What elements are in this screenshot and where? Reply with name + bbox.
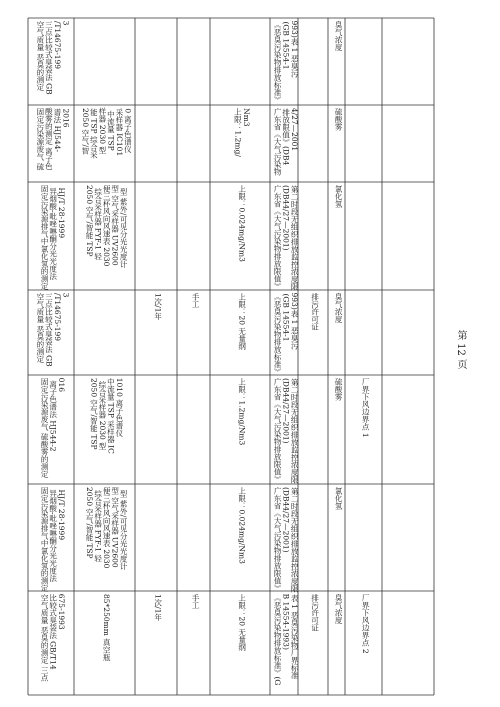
table-cell-text bbox=[36, 20, 71, 96]
table-cell bbox=[40, 593, 66, 683]
table-cell-text bbox=[191, 292, 200, 309]
table-cell-text bbox=[191, 593, 200, 610]
cell-line: 手工 bbox=[191, 293, 201, 308]
table-cell-text bbox=[40, 185, 66, 291]
cell-line: 臭气浓度 bbox=[334, 21, 344, 51]
cell-line: 综合采样器 FYF-1 轻 bbox=[93, 185, 103, 260]
cell-line: 型 紫外/可见分光光度计 bbox=[119, 487, 129, 570]
table-cell bbox=[273, 486, 299, 594]
table-cell bbox=[310, 292, 319, 331]
cell-line: 臭气浓度 bbox=[334, 293, 344, 323]
table-cell-text bbox=[334, 593, 343, 626]
cell-line: 2050 空气/智能 TSP bbox=[89, 378, 99, 450]
cell-line: 广东省《大气污染物排放限值》 bbox=[273, 378, 283, 483]
cell-line: 臭气浓度 bbox=[334, 594, 344, 624]
table-cell-text bbox=[310, 292, 319, 331]
table-cell-text bbox=[102, 594, 111, 662]
cell-line: 1010 离子色谱仪 bbox=[114, 378, 124, 437]
cell-line: Nm3 bbox=[241, 108, 251, 127]
cell-line: 广东省《大气污染物 bbox=[273, 108, 283, 176]
cell-line: HJ/T 28-1999 bbox=[57, 487, 67, 541]
table-cell-text bbox=[81, 107, 133, 159]
table-cell-text bbox=[89, 377, 124, 455]
table-cell bbox=[273, 21, 299, 104]
cell-line: (DB44/27—2001) bbox=[281, 378, 291, 444]
table-cell-text bbox=[273, 107, 299, 177]
table-cell-text bbox=[40, 593, 66, 683]
table-cell bbox=[273, 184, 299, 291]
cell-line: 固定污染源排气中氯化氢的测定 bbox=[40, 487, 50, 592]
table-cell bbox=[334, 184, 343, 209]
cell-line: 型 紫外/可见分光光度计 bbox=[119, 185, 129, 268]
cell-line: 型 空气采样器 UV2600 bbox=[110, 487, 120, 568]
table-cell bbox=[237, 486, 246, 564]
cell-line: 氯化氢 bbox=[334, 487, 344, 510]
cell-line: 4/27—2001 bbox=[290, 108, 300, 152]
cell-line: 《恶臭污染物排放标准》 bbox=[273, 293, 283, 376]
table-cell bbox=[85, 184, 128, 269]
table-cell-text bbox=[273, 184, 299, 291]
table-cell-text bbox=[153, 293, 162, 321]
table-cell-text bbox=[233, 107, 251, 158]
cell-line: 便三杯风向风速表 2030 bbox=[102, 487, 112, 571]
cell-line: 广东省《大气污染物排放限值》 bbox=[273, 487, 283, 592]
cell-line: 异烟酸-吡唑啉酮分光光度法 bbox=[48, 487, 58, 582]
table-cell-text bbox=[40, 378, 66, 479]
cell-line: 第二时段无组织排放监控浓度限 bbox=[290, 487, 300, 592]
table-cell-text bbox=[273, 377, 299, 485]
cell-line: 型 空气采样器 UV2600 bbox=[110, 185, 120, 266]
cell-line: 谱法 HJ544- bbox=[52, 108, 62, 152]
table-cell bbox=[153, 293, 162, 321]
table-cell-text bbox=[36, 107, 71, 172]
table-cell-text bbox=[334, 486, 343, 511]
page-number: 第 12 页 bbox=[455, 330, 466, 370]
table-cell bbox=[310, 593, 319, 632]
cell-line: 上限：20 无量纲 bbox=[237, 293, 247, 350]
table-cell bbox=[40, 378, 66, 479]
table-cell bbox=[36, 20, 71, 96]
cell-line: 排污许可证 bbox=[310, 293, 320, 331]
cell-line: 氯化氢 bbox=[334, 185, 344, 208]
table-cell-text bbox=[85, 486, 128, 571]
cell-line: 空气质量 恶臭的测定 bbox=[35, 293, 45, 366]
cell-line: 综合采样器 FYF-1 轻 bbox=[93, 487, 103, 562]
table-cell-text bbox=[237, 486, 246, 564]
cell-line: 675-1993 bbox=[57, 594, 67, 630]
cell-line: 固定污染源废气 硫酸雾的测定 bbox=[40, 378, 50, 478]
cell-line: HJ/T 28-1999 bbox=[57, 185, 67, 239]
table-cell-text bbox=[273, 593, 299, 686]
table-cell bbox=[273, 593, 299, 686]
cell-line: 中流量 TSP 采样器 IC bbox=[106, 378, 116, 455]
cell-line: /T14675-199 bbox=[52, 293, 62, 342]
table-cell bbox=[273, 107, 299, 177]
table-cell bbox=[334, 486, 343, 511]
cell-line: 《恶臭污染物排放标准》 bbox=[273, 21, 283, 104]
cell-line: 固定污染源废气 硫 bbox=[35, 108, 45, 171]
cell-line: 综合采样器 2030 型 bbox=[97, 378, 107, 452]
cell-line: 上限：20 无量纲 bbox=[237, 594, 247, 651]
cell-line: 表 1 恶臭污染物厂界标准 bbox=[290, 594, 300, 679]
table-cell bbox=[40, 185, 66, 291]
table-cell bbox=[233, 107, 251, 158]
cell-line: 上限：1.2mg/ bbox=[233, 108, 243, 157]
table-cell-text bbox=[273, 486, 299, 594]
cell-line: 采样器 IC101 bbox=[114, 108, 124, 156]
cell-line: B 14554-1993) bbox=[281, 594, 291, 651]
table-cell-text bbox=[334, 20, 343, 53]
cell-line: 比较式臭袋法 GB/T14 bbox=[48, 594, 58, 670]
table-cell bbox=[237, 184, 246, 262]
cell-line: 排放限值》(DB4 bbox=[281, 108, 291, 165]
table-cell-text bbox=[237, 184, 246, 262]
cell-line: 便三杯风向风速表 2030 bbox=[102, 185, 112, 269]
table-cell-text bbox=[361, 594, 370, 654]
cell-line: (GB 14554-1 bbox=[281, 21, 291, 69]
cell-line: 硫酸雾 bbox=[334, 108, 344, 131]
table-cell-text bbox=[85, 184, 128, 269]
cell-line: 第二时段无组织排放监控浓度限 bbox=[290, 378, 300, 483]
table-cell-text bbox=[334, 184, 343, 209]
cell-line: 上限：1.2mg/Nm3 bbox=[237, 378, 247, 446]
table-cell-text bbox=[40, 487, 66, 594]
table-cell-text bbox=[36, 292, 71, 368]
table-cell-text bbox=[334, 377, 343, 402]
cell-line: 2050 空气/智 bbox=[80, 108, 90, 155]
cell-line: 2050 空气/智能 TSP bbox=[85, 487, 95, 559]
cell-line: 3 bbox=[61, 21, 71, 26]
table-cell-text bbox=[334, 107, 343, 132]
cell-line: 第二时段无组织排放监控浓度限 bbox=[290, 185, 300, 290]
table-cell bbox=[361, 378, 370, 438]
table-cell-text bbox=[237, 593, 246, 651]
table-cell bbox=[89, 377, 124, 455]
table-cell bbox=[334, 377, 343, 402]
cell-line: 2016 bbox=[61, 108, 71, 128]
table-cell-text bbox=[237, 292, 246, 350]
table-cell-text bbox=[361, 378, 370, 438]
table-cell bbox=[334, 107, 343, 132]
cell-line: 样器 2030 型 bbox=[97, 108, 107, 155]
cell-line: 0 离子色谱仪 bbox=[123, 108, 133, 153]
cell-line: 酸雾的测定 离子色 bbox=[44, 108, 54, 171]
cell-line: 硫酸雾 bbox=[334, 378, 344, 401]
cell-line: 《恶臭污染物排放标准》(G bbox=[273, 594, 283, 686]
table-cell bbox=[334, 593, 343, 626]
table-cell bbox=[153, 594, 162, 622]
cell-line: 广东省《大气污染物排放限值》 bbox=[273, 185, 283, 290]
cell-line: (GB 14554-1 bbox=[281, 293, 291, 341]
table-cell bbox=[273, 377, 299, 485]
cell-line: 993)表 1 恶臭污 bbox=[290, 21, 300, 78]
cell-line: 固定污染源排气中氯化氢的测定 bbox=[40, 185, 50, 290]
table-cell-text bbox=[273, 21, 299, 104]
table-cell-text bbox=[273, 293, 299, 376]
cell-line: (DB44/27—2001) bbox=[281, 487, 291, 553]
cell-line: 空气质量 恶臭的测定 bbox=[35, 21, 45, 94]
table-cell bbox=[85, 486, 128, 571]
table-cell bbox=[36, 292, 71, 368]
cell-line: 1次/1年 bbox=[153, 594, 163, 622]
cell-line: 三点比较式臭袋法 GB bbox=[44, 21, 54, 95]
table-cell bbox=[237, 292, 246, 350]
table-cell bbox=[102, 594, 111, 662]
cell-line: 离子色谱法 HJ544-2 bbox=[48, 378, 58, 452]
table-cell-text bbox=[237, 377, 246, 446]
cell-line: 能 TSP 综合采 bbox=[89, 108, 99, 158]
cell-line: 993)表 1 恶臭污 bbox=[290, 293, 300, 350]
cell-line: 上限：0.024mg/Nm3 bbox=[237, 487, 247, 564]
cell-line: 中流量 TSP bbox=[106, 108, 116, 153]
table-cell-text bbox=[334, 292, 343, 325]
table-cell bbox=[334, 292, 343, 325]
table-cell bbox=[361, 594, 370, 654]
table-cell bbox=[273, 293, 299, 376]
cell-line: 异烟酸-吡唑啉酮分光光度法 bbox=[48, 185, 58, 280]
table-cell bbox=[191, 292, 200, 309]
table-cell bbox=[237, 377, 246, 446]
cell-line: 2050 空气/智能 TSP bbox=[85, 185, 95, 257]
cell-line: (DB44/27—2001) bbox=[281, 185, 291, 251]
table-cell-text bbox=[310, 593, 319, 632]
table-cell bbox=[36, 107, 71, 172]
cell-line: 016 bbox=[57, 378, 67, 393]
cell-line: 厂界下风边界点 1 bbox=[361, 378, 371, 438]
cell-line: 3 bbox=[61, 293, 71, 298]
cell-line: 85*250mm 真空瓶 bbox=[102, 594, 112, 661]
table-cell bbox=[81, 107, 133, 159]
table-cell bbox=[237, 593, 246, 651]
cell-line: 1次/1年 bbox=[153, 293, 163, 321]
cell-line: 空气质量 恶臭的测定 三点 bbox=[40, 594, 50, 682]
cell-line: 三点比较式臭袋法 GB bbox=[44, 293, 54, 367]
cell-line: 排污许可证 bbox=[310, 594, 320, 632]
cell-line: 上限：0.024mg/Nm3 bbox=[237, 185, 247, 262]
table-cell bbox=[334, 20, 343, 53]
cell-line: 手工 bbox=[191, 594, 201, 609]
table-cell bbox=[40, 487, 66, 594]
cell-line: 厂界下风边界点 2 bbox=[361, 594, 371, 654]
table-cell bbox=[191, 593, 200, 610]
cell-line: /T14675-199 bbox=[52, 21, 62, 70]
table-cell-text bbox=[153, 594, 162, 622]
